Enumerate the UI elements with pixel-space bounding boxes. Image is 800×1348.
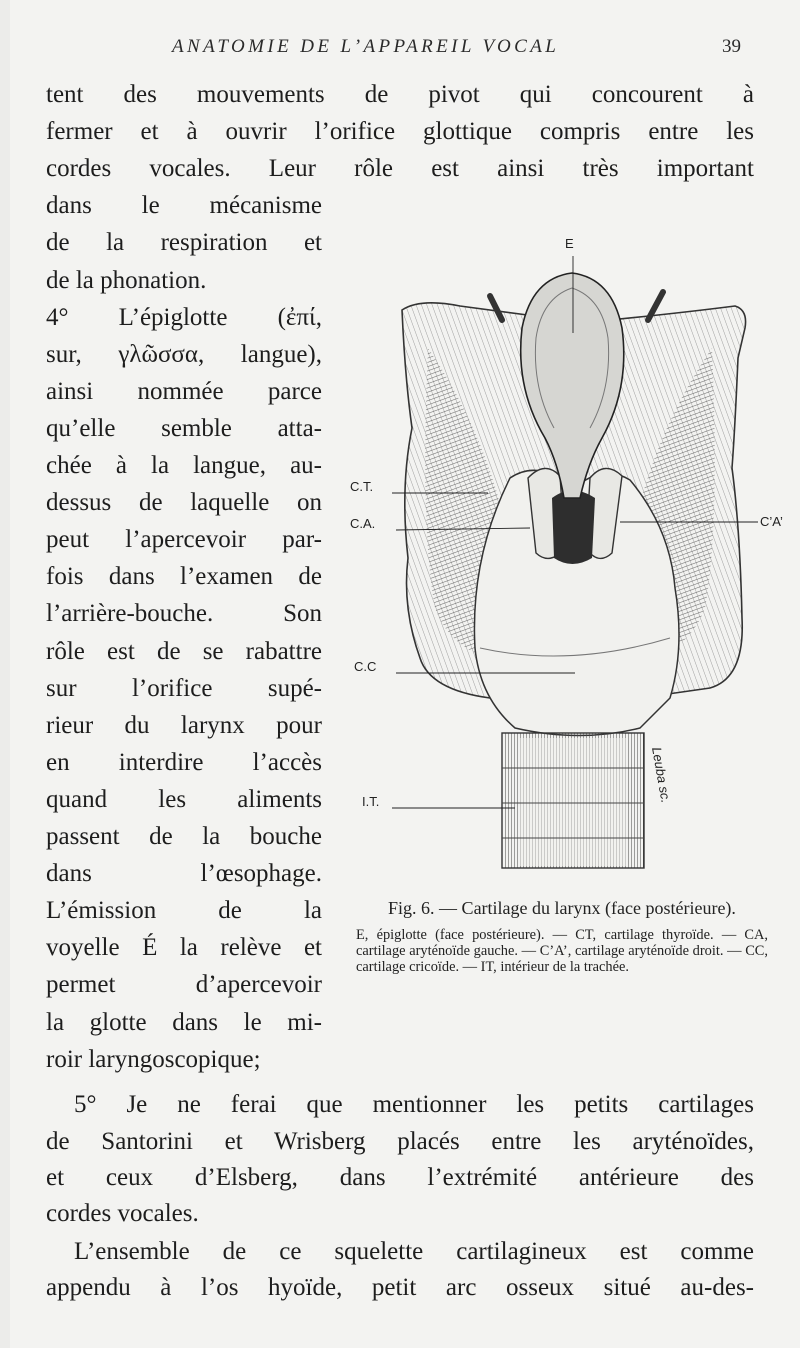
text-line: fermer et à ouvrir l’orifice glottique compris entre les	[46, 118, 754, 146]
larynx-figure	[340, 228, 800, 888]
text-line: en interdire l’accès	[46, 748, 322, 776]
text-line: de Santorini et Wrisberg placés entre les aryténoïdes,	[46, 1128, 754, 1155]
text-line: chée à la langue, au-	[46, 452, 322, 479]
running-title: ANATOMIE DE L’APPAREIL VOCAL	[172, 36, 560, 57]
label-ca-prime: C’A’	[760, 514, 783, 529]
text-line: sur, γλῶσσα, langue),	[46, 340, 322, 368]
caption-title: Fig. 6. — Cartilage du larynx (face postérieure).	[388, 898, 736, 918]
text-line: L’ensemble de ce squelette cartilagineux est comme	[74, 1238, 754, 1265]
caption-legend: E, épiglotte (face postérieure). — CT, cartilage thyroïde. — CA, cartilage aryténoïde gauche. — C’A’, cartilage aryténoïde droit. — CC, cartilage cricoïde. — IT, intérieur de la trachée.	[356, 927, 768, 975]
text-line: de la respiration et	[46, 229, 322, 257]
label-cc: C.C	[354, 659, 377, 674]
text-line: voyelle É la relève et	[46, 934, 322, 962]
text-line: ainsi nommée parce	[46, 377, 322, 405]
page-number: 39	[722, 36, 741, 57]
label-ct: C.T.	[350, 479, 374, 494]
figure-caption	[356, 897, 768, 975]
text-line: rôle est de se rabattre	[46, 637, 322, 665]
trachea	[502, 733, 644, 868]
text-line: cordes vocales.	[46, 1200, 199, 1227]
text-line: sur l’orifice supé-	[46, 674, 322, 702]
engraver-signature: Leuba sc.	[649, 745, 674, 805]
text-line: rieur du larynx pour	[46, 711, 322, 739]
text-line: 4° L’épiglotte (ἐπί,	[46, 303, 322, 331]
text-line: permet d’apercevoir	[46, 971, 322, 999]
text-line: 5° Je ne ferai que mentionner les petits cartilages	[74, 1091, 754, 1118]
label-e: E	[565, 236, 574, 251]
text-line: peut l’apercevoir par-	[46, 526, 322, 554]
text-line: quand les aliments	[46, 785, 322, 813]
text-line: dans le mécanisme	[46, 192, 322, 220]
text-line: roir laryngoscopique;	[46, 1045, 261, 1073]
text-line: tent des mouvements de pivot qui concourent à	[46, 81, 754, 108]
text-line: appendu à l’os hyoïde, petit arc osseux situé au-des-	[46, 1274, 754, 1301]
text-line: fois dans l’examen de	[46, 563, 322, 591]
text-line: cordes vocales. Leur rôle est ainsi très important	[46, 155, 754, 183]
text-line: L’émission de la	[46, 897, 322, 925]
label-ca: C.A.	[350, 516, 376, 531]
text-line: et ceux d’Elsberg, dans l’extrémité antérieure des	[46, 1164, 754, 1191]
page-header	[0, 34, 800, 64]
text-line: dessus de laquelle on	[46, 489, 322, 517]
text-line: dans l’œsophage.	[46, 860, 322, 888]
text-line: de la phonation.	[46, 266, 207, 294]
text-line: la glotte dans le mi-	[46, 1008, 322, 1036]
text-line: qu’elle semble atta-	[46, 414, 322, 442]
text-line: l’arrière-bouche. Son	[46, 600, 322, 628]
text-line: passent de la bouche	[46, 823, 322, 850]
label-it: I.T.	[362, 794, 380, 809]
